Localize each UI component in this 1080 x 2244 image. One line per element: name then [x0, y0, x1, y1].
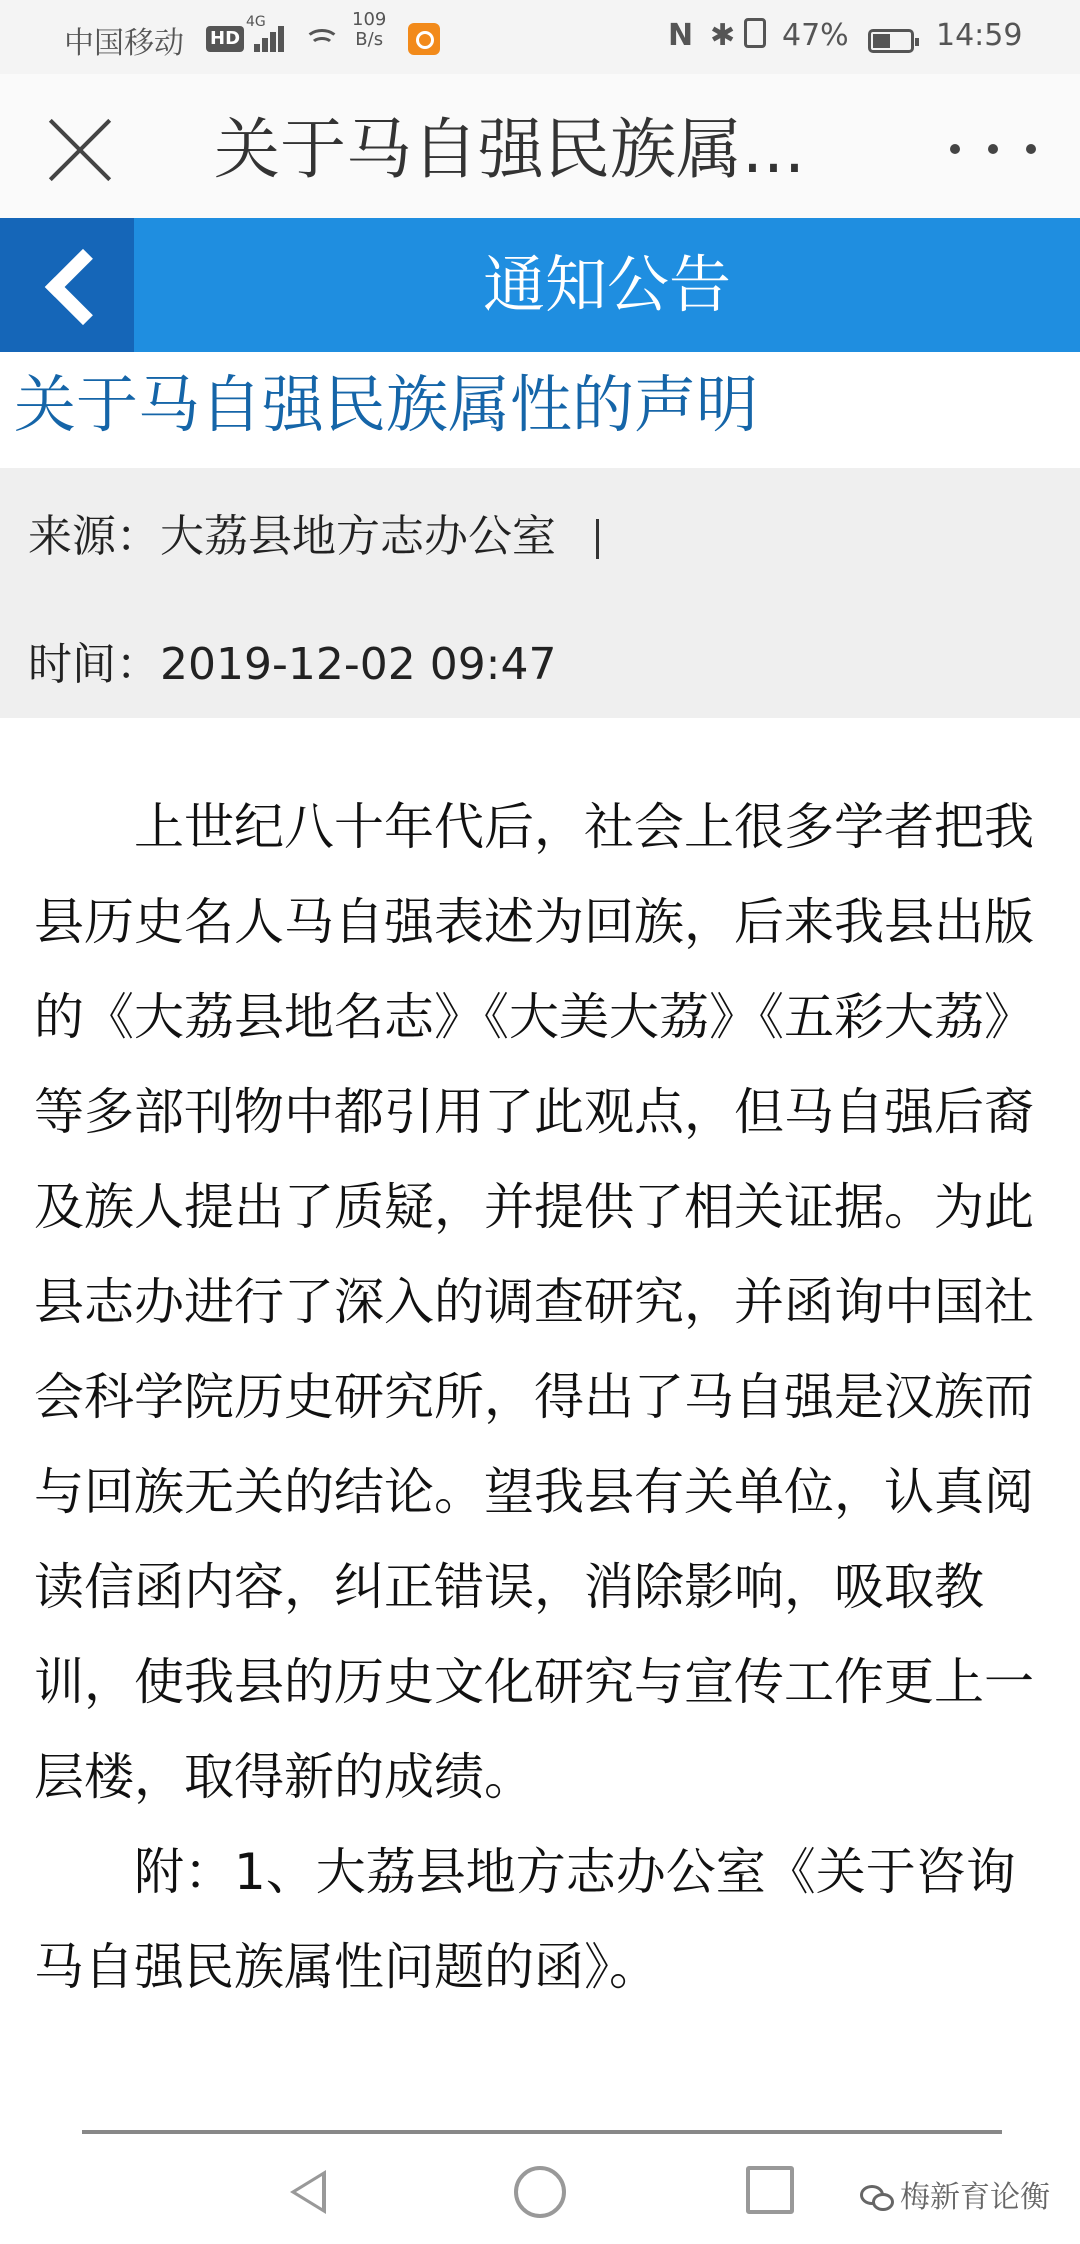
site-header — [0, 218, 1080, 352]
status-bar — [0, 0, 1080, 74]
carrier-label: 中国移动 — [64, 26, 184, 61]
nav-back-icon[interactable] — [290, 2170, 326, 2214]
content-divider — [82, 2130, 1002, 2134]
nav-recents-icon[interactable] — [746, 2166, 794, 2214]
source-row — [28, 500, 599, 564]
bluetooth-icon: ✱ — [710, 18, 736, 53]
nav-home-icon[interactable] — [514, 2166, 566, 2218]
body-paragraph: 上世纪八十年代后，社会上很多学者把我县历史名人马自强表述为回族，后来我县出版的《大荔县地名志》《大美大荔》《五彩大荔》等多部刊物中都引用了此观点，但马自强后裔及族人提出了质疑，并提供了相关证据。为此县志办进行了深入的调查研究，并函询中国社会科学院历史研究所，得出了马自强是汉族而与回族无关的结论。望我县有关单位，认真阅读信函内容，纠正错误，消除影响，吸取教训，使我县的历史文化研究与宣传工作更上一层楼，取得新的成绩。 — [34, 798, 1034, 1806]
article-meta — [0, 468, 1080, 718]
vibrate-icon — [744, 18, 766, 48]
system-nav-bar — [0, 2140, 1080, 2244]
source-value: 大荔县地方志办公室 — [160, 511, 556, 562]
close-icon[interactable] — [40, 108, 120, 188]
time-row — [28, 628, 557, 692]
time-value: 2019-12-02 09:47 — [160, 639, 557, 690]
clock: 14:59 — [936, 18, 1023, 53]
hd-badge: HD — [206, 20, 244, 55]
battery-percent: 47% — [782, 18, 849, 53]
time-label: 时间： — [28, 639, 160, 690]
network-speed: 109 B/s — [352, 9, 387, 50]
article-title: 关于马自强民族属性的声明 — [14, 368, 759, 441]
meta-divider — [596, 519, 599, 559]
app-notification-icon — [408, 20, 440, 55]
wechat-icon — [860, 2185, 894, 2213]
watermark — [860, 2172, 1050, 2216]
header-title: 通知公告 — [482, 248, 731, 321]
source-label: 来源： — [28, 511, 160, 562]
browser-page-title: 关于马自强民族属... — [214, 111, 805, 188]
battery-icon — [868, 22, 914, 57]
cell-signal-icon: 4G — [246, 14, 286, 52]
watermark-text: 梅新育论衡 — [900, 2180, 1050, 2215]
back-arrow-icon[interactable] — [0, 218, 134, 352]
article-body — [34, 780, 1044, 2015]
browser-title-bar — [0, 74, 1080, 218]
more-menu-icon[interactable] — [950, 134, 1050, 164]
wifi-icon — [304, 22, 340, 57]
nfc-icon: N — [668, 18, 694, 53]
attachment-paragraph: 附：1、大荔县地方志办公室《关于咨询马自强民族属性问题的函》。 — [34, 1843, 1016, 1996]
